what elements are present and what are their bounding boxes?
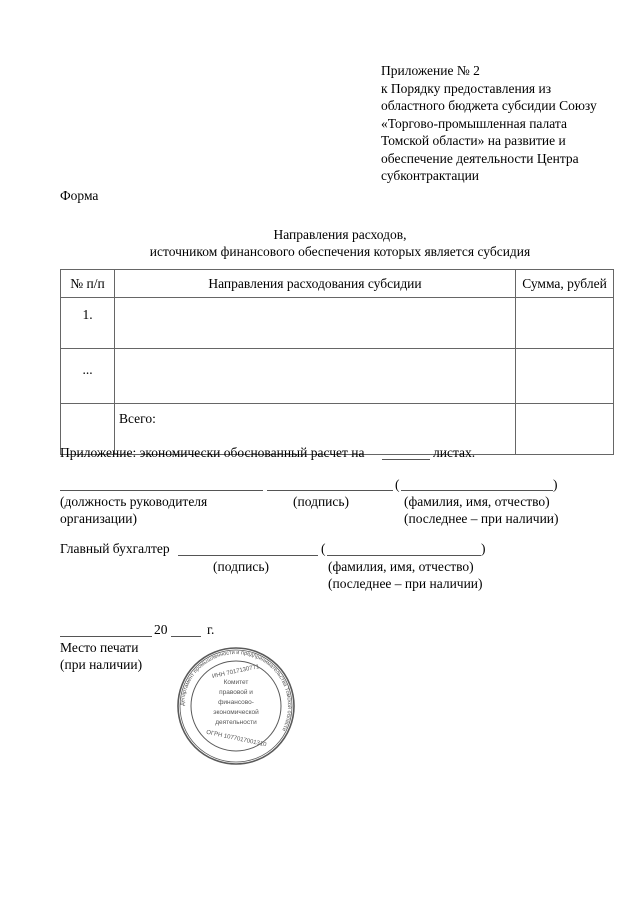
seal-place-note: (при наличии) (60, 657, 143, 672)
accountant-name-caption-2: (последнее – при наличии) (328, 576, 483, 591)
appendix-line: обеспечение деятельности Центра (381, 150, 579, 166)
seal-ring-text: Департамент промышленности и предпринимательства Томской области (179, 649, 293, 732)
head-name-paren-open: ( (395, 477, 400, 492)
date-year-suffix: г. (207, 622, 215, 637)
head-position-blank (60, 490, 263, 491)
seal-graphic (176, 646, 296, 766)
head-signature-caption: (подпись) (293, 494, 350, 509)
row-sum (516, 298, 614, 349)
date-day-month-blank (60, 636, 152, 637)
row-number: ... (61, 349, 115, 404)
head-signature-blank (267, 490, 393, 491)
head-name-blank (401, 490, 553, 491)
row-direction (115, 349, 516, 404)
seal-center-line: финансово- (218, 699, 254, 706)
attachment-suffix: листах. (433, 445, 476, 460)
chief-accountant-label: Главный бухгалтер (60, 541, 170, 556)
expenses-table (60, 269, 614, 455)
accountant-signature-blank (178, 555, 318, 556)
table-row (61, 349, 614, 404)
header-number: № п/п (61, 270, 115, 298)
head-name-paren-close: ) (553, 477, 558, 492)
seal-center-line: деятельности (215, 719, 257, 726)
seal-center-line: Комитет (223, 679, 249, 686)
row-sum (516, 349, 614, 404)
document-heading (0, 226, 640, 260)
header-direction: Направления расходования субсидии (115, 270, 516, 298)
heading-line-2: источником финансового обеспечения которых является субсидия (149, 244, 531, 259)
date-year-prefix: 20 (154, 622, 168, 637)
date-year-blank (171, 636, 201, 637)
header-sum: Сумма, рублей (516, 270, 614, 298)
table-row (61, 298, 614, 349)
seal-center-line: экономической (213, 709, 259, 716)
accountant-name-paren-open: ( (321, 541, 326, 556)
table-header-row (61, 270, 614, 298)
sheets-count-blank (382, 459, 430, 460)
accountant-signature-caption: (подпись) (213, 559, 270, 574)
appendix-line: Приложение № 2 (381, 63, 480, 78)
seal-inn: ИНН 7017130771 (211, 664, 260, 680)
appendix-line: субконтрактации (381, 168, 480, 183)
accountant-name-paren-close: ) (481, 541, 486, 556)
seal-ogrn: ОГРН 1077017001310 (205, 729, 267, 749)
total-label: Всего: (115, 404, 516, 455)
form-label: Форма (60, 188, 99, 203)
seal-center-line: правовой и (219, 689, 253, 696)
official-seal (176, 646, 296, 766)
head-name-caption-2: (последнее – при наличии) (404, 511, 559, 526)
attachment-prefix: Приложение: экономически обоснованный расчет на (60, 445, 365, 460)
accountant-name-blank (327, 555, 481, 556)
appendix-block (381, 62, 597, 185)
appendix-line: Томской области» на развитие и (381, 133, 566, 148)
heading-line-1: Направления расходов, (273, 227, 407, 242)
accountant-name-caption: (фамилия, имя, отчество) (328, 559, 474, 574)
head-position-caption: (должность руководителя (60, 494, 208, 509)
appendix-line: областного бюджета субсидии Союзу (381, 98, 597, 113)
head-position-caption-2: организации) (60, 511, 137, 526)
seal-place-label: Место печати (60, 640, 139, 655)
row-direction (115, 298, 516, 349)
head-name-caption: (фамилия, имя, отчество) (404, 494, 550, 509)
appendix-line: «Торгово-промышленная палата (381, 115, 567, 131)
total-sum (516, 404, 614, 455)
appendix-line: к Порядку предоставления из (381, 80, 552, 96)
row-number: 1. (61, 298, 115, 349)
